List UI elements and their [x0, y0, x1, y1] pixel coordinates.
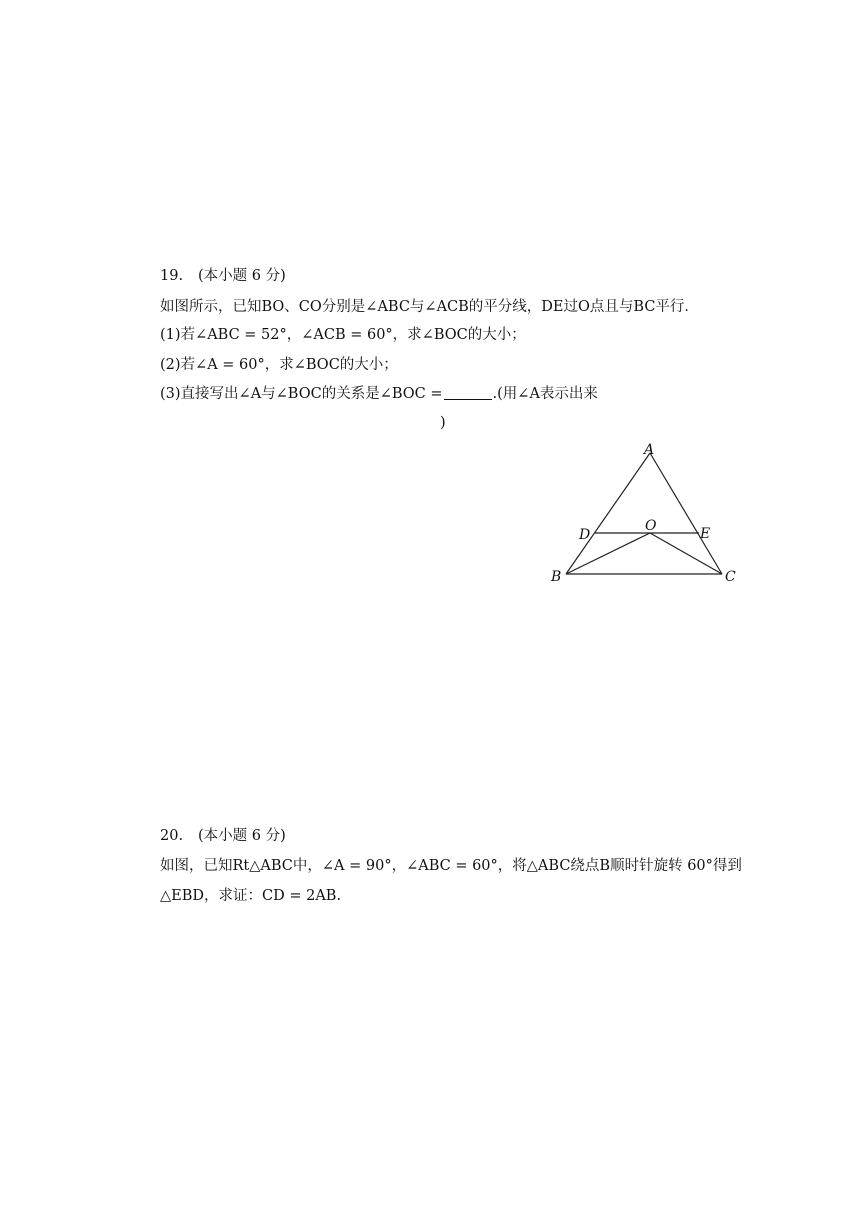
q19-triangle-figure: [545, 438, 745, 588]
label-a: A: [644, 442, 655, 458]
label-d: D: [579, 527, 591, 543]
answer-blank: [444, 385, 492, 400]
q19-part3-text: (3)直接写出∠A与∠BOC的关系是∠BOC =: [160, 386, 443, 402]
q19-part3-close: ): [440, 415, 446, 431]
q20-line1: 如图，已知Rt△ABC中，∠A = 90°，∠ABC = 60°，将△ABC绕点B顺时针旋转 60°得到: [160, 858, 742, 874]
segment-ab: [566, 453, 650, 574]
segment-co: [650, 533, 722, 574]
q20-points: (本小题 6 分): [198, 828, 286, 844]
q19-header: [160, 266, 286, 286]
q19-number: 19.: [160, 268, 184, 284]
label-e: E: [700, 526, 711, 542]
label-o: O: [645, 518, 657, 534]
label-c: C: [725, 569, 736, 585]
q20-line2: △EBD，求证：CD = 2AB.: [160, 888, 342, 904]
q20-number: 20.: [160, 828, 184, 844]
q19-points: (本小题 6 分): [198, 268, 286, 284]
q20-header: [160, 826, 286, 846]
q19-part2: (2)若∠A = 60°，求∠BOC的大小；: [160, 357, 398, 373]
q19-part3-tail: .(用∠A表示出来: [492, 386, 598, 402]
q19-part3: [160, 384, 598, 404]
label-b: B: [551, 569, 562, 585]
segment-ac: [650, 453, 722, 574]
q19-stem: 如图所示，已知BO、CO分别是∠ABC与∠ACB的平分线，DE过O点且与BC平行．: [160, 299, 699, 315]
q19-part1: (1)若∠ABC = 52°，∠ACB = 60°，求∠BOC的大小；: [160, 327, 526, 343]
